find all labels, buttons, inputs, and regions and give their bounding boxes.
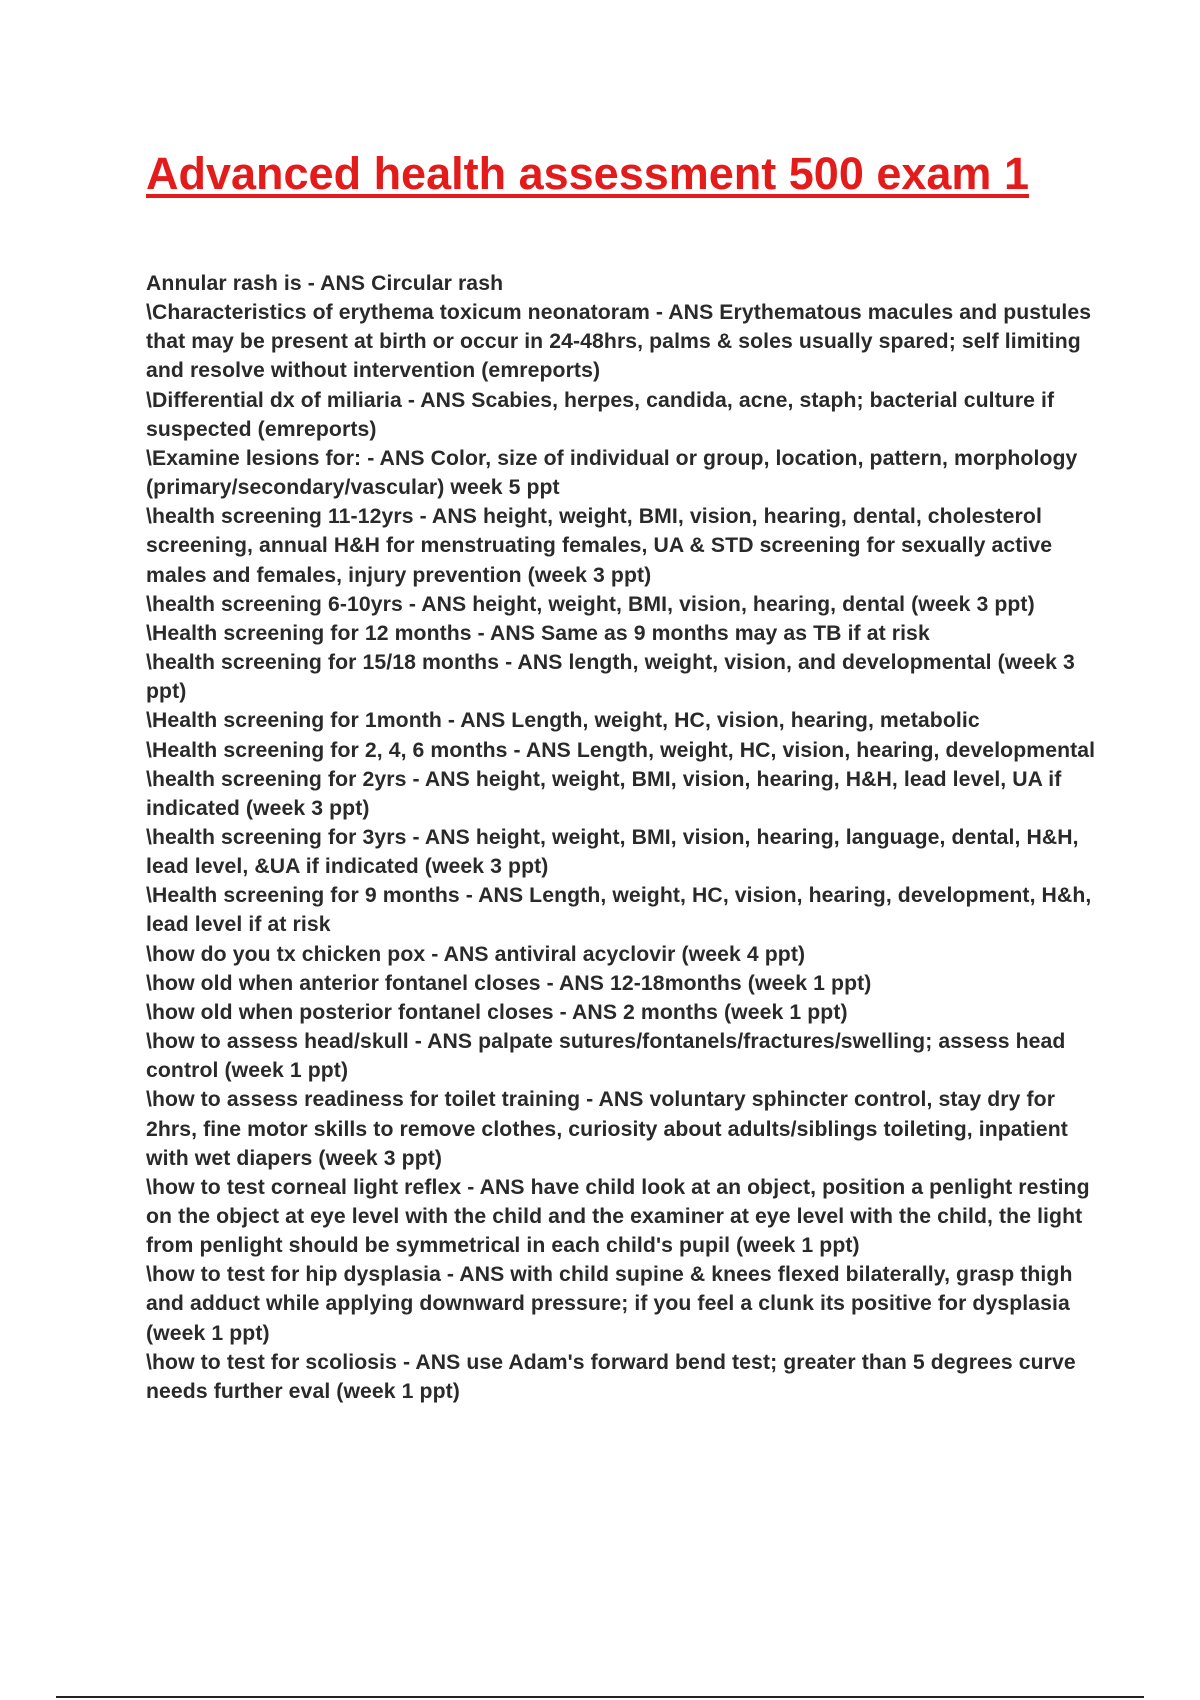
- qa-entry: \Health screening for 2, 4, 6 months - ANS Length, weight, HC, vision, hearing, developmental: [146, 738, 1096, 762]
- qa-entry: \how to test for scoliosis - ANS use Adam's forward bend test; greater than 5 degrees curve needs further eval (week 1 ppt): [146, 1350, 1076, 1403]
- qa-entry: \how old when anterior fontanel closes - ANS 12-18months (week 1 ppt): [146, 971, 872, 995]
- page-bottom-rule: [56, 1696, 1144, 1698]
- qa-entry: \Health screening for 9 months - ANS Length, weight, HC, vision, hearing, development, H&h, lead level if at risk: [146, 884, 1092, 937]
- qa-entry: \how old when posterior fontanel closes - ANS 2 months (week 1 ppt): [146, 1000, 848, 1024]
- qa-entry: \how to assess readiness for toilet training - ANS voluntary sphincter control, stay dry for 2hrs, fine motor skills to remove clothes, curiosity about adults/siblings toileting, inpatient with wet diapers (week 3 ppt): [146, 1088, 1068, 1170]
- qa-entry-list: [146, 269, 1096, 1406]
- qa-entry: Annular rash is - ANS Circular rash: [146, 272, 504, 295]
- qa-entry: \Differential dx of miliaria - ANS Scabies, herpes, candida, acne, staph; bacterial culture if suspected (emreports): [146, 388, 1055, 441]
- qa-entry: \how to assess head/skull - ANS palpate sutures/fontanels/fractures/swelling; assess head control (week 1 ppt): [146, 1030, 1066, 1083]
- qa-entry: \Examine lesions for: - ANS Color, size of individual or group, location, pattern, morphology (primary/secondary/vascular) week 5 ppt: [146, 446, 1078, 500]
- qa-entry: \how do you tx chicken pox - ANS antiviral acyclovir (week 4 ppt): [146, 942, 806, 966]
- qa-entry: \Health screening for 12 months - ANS Same as 9 months may as TB if at risk: [146, 621, 930, 645]
- qa-entry: \health screening for 15/18 months - ANS length, weight, vision, and developmental (week 3 ppt): [146, 651, 1075, 704]
- qa-entry: \how to test for hip dysplasia - ANS with child supine & knees flexed bilaterally, grasp thigh and adduct while applying downward pressure; if you feel a clunk its positive for dysplasia (week 1 ppt): [146, 1263, 1073, 1345]
- qa-entry: \how to test corneal light reflex - ANS have child look at an object, position a penlight resting on the object at eye level with the child and the examiner at eye level with the child, the light from penlight should be symmetrical in each child's pupil (week 1 ppt): [146, 1175, 1090, 1258]
- qa-entry: \health screening 11-12yrs - ANS height, weight, BMI, vision, hearing, dental, cholesterol screening, annual H&H for menstruating females, UA & STD screening for sexually active males and females, injury prevention (week 3 ppt): [146, 505, 1053, 587]
- qa-entry: \Health screening for 1month - ANS Length, weight, HC, vision, hearing, metabolic: [146, 709, 980, 733]
- qa-entry: \health screening 6-10yrs - ANS height, weight, BMI, vision, hearing, dental (week 3 ppt): [146, 592, 1035, 616]
- document-title: Advanced health assessment 500 exam 1: [146, 148, 1029, 199]
- qa-entry: \Characteristics of erythema toxicum neonatoram - ANS Erythematous macules and pustules that may be present at birth or occur in 24-48hrs, palms & soles usually spared; self limiting and resolve without intervention (emreports): [146, 301, 1092, 383]
- qa-entry: \health screening for 2yrs - ANS height, weight, BMI, vision, hearing, H&H, lead level, UA if indicated (week 3 ppt): [146, 767, 1062, 820]
- qa-entry: \health screening for 3yrs - ANS height, weight, BMI, vision, hearing, language, dental, H&H, lead level, &UA if indicated (week 3 ppt): [146, 825, 1079, 879]
